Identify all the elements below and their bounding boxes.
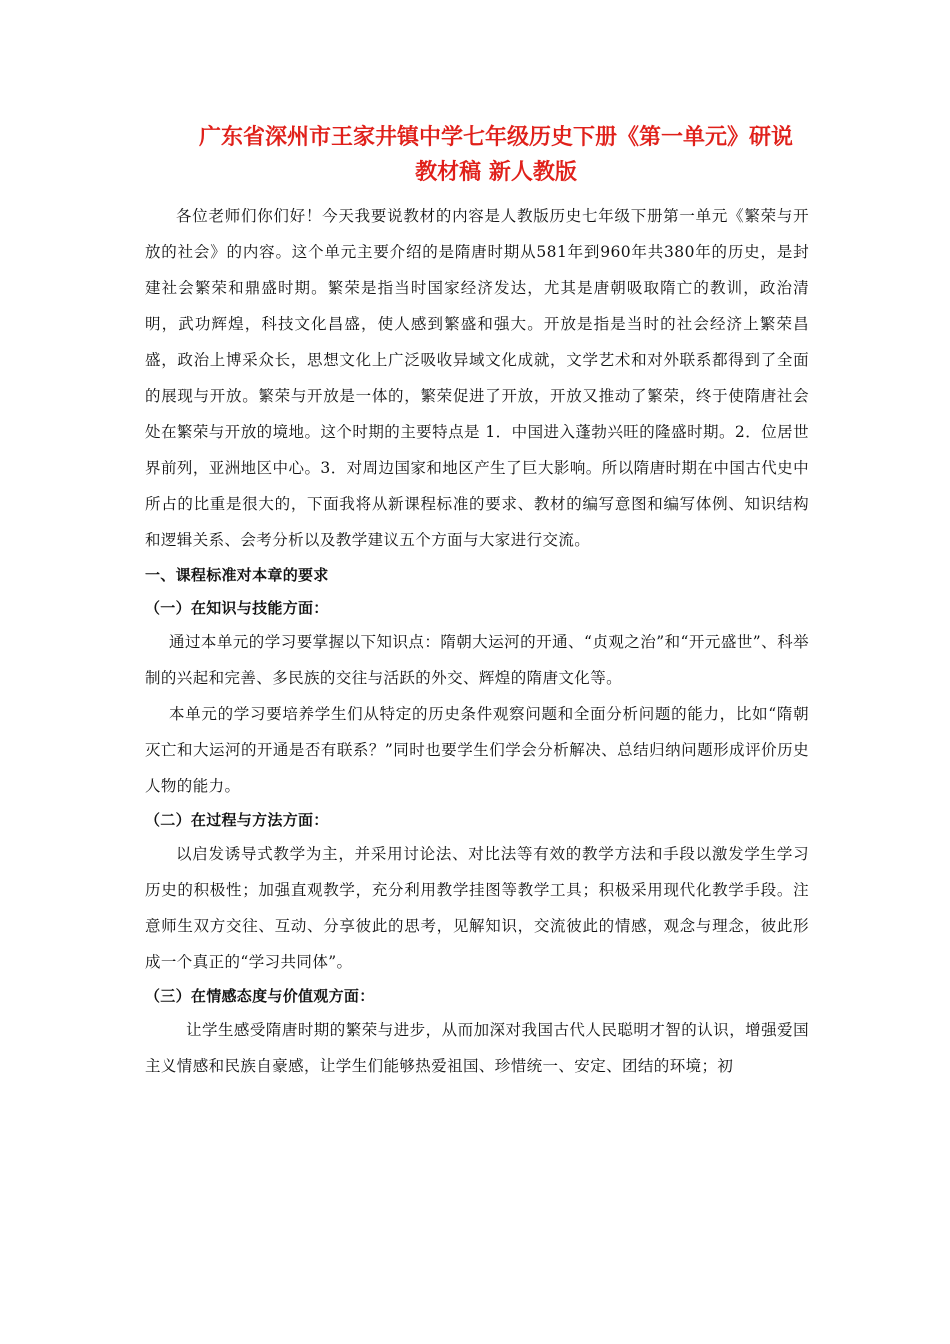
subsection-heading-emotions-values: （三）在情感态度与价值观方面：: [145, 987, 375, 1005]
emotions-values-paragraph: 让学生感受隋唐时期的繁荣与进步，从而加深对我国古代人民聪明才智的认识，增强爱国主义情感和民族自豪感，让学生们能够热爱祖国、珍惜统一、安定、团结的环境；初: [145, 1021, 809, 1075]
process-methods-paragraph: 以启发诱导式教学为主，并采用讨论法、对比法等有效的教学方法和手段以激发学生学习历史的积极性；加强直观教学，充分利用教学挂图等教学工具；积极采用现代化教学手段。注意师生双方交往、互动、分享彼此的思考，见解知识，交流彼此的情感，观念与理念，彼此形成一个真正的“学习共同体”。: [145, 845, 809, 971]
intro-paragraph: 各位老师们你们好！今天我要说教材的内容是人教版历史七年级下册第一单元《繁荣与开放的社会》的内容。这个单元主要介绍的是隋唐时期从581年到960年共380年的历史，是封建社会繁荣和鼎盛时期。繁荣是指当时国家经济发达，尤其是唐朝吸取隋亡的教训，政治清明，武功辉煌，科技文化昌盛，使人感到繁盛和强大。开放是指是当时的社会经济上繁荣昌盛，政治上博采众长，思想文化上广泛吸收异域文化成就，文学艺术和对外联系都得到了全面的展现与开放。繁荣与开放是一体的，繁荣促进了开放，开放又推动了繁荣，终于使隋唐社会处在繁荣与开放的境地。这个时期的主要特点是 1．中国进入蓬勃兴旺的隆盛时期。2．位居世界前列，亚洲地区中心。3．对周边国家和地区产生了巨大影响。所以隋唐时期在中国古代史中所占的比重是很大的，下面我将从新课程标准的要求、教材的编写意图和编写体例、知识结构和逻辑关系、会考分析以及教学建议五个方面与大家进行交流。: [145, 207, 809, 549]
subsection-heading-process-methods: （二）在过程与方法方面：: [145, 811, 329, 829]
document-body: [145, 198, 809, 1084]
document-title-line-1: 广东省深州市王家井镇中学七年级历史下册《第一单元》研说: [198, 125, 793, 150]
knowledge-skills-paragraph-2: 本单元的学习要培养学生们从特定的历史条件观察问题和全面分析问题的能力，比如“隋朝灭亡和大运河的开通是否有联系？”同时也要学生们学会分析解决、总结归纳问题形成评价历史人物的能力。: [145, 705, 809, 795]
knowledge-skills-paragraph-1: 通过本单元的学习要掌握以下知识点：隋朝大运河的开通、“贞观之治”和“开元盛世”、科举制的兴起和完善、多民族的交往与活跃的外交、辉煌的隋唐文化等。: [145, 633, 809, 687]
section-heading-curriculum-standards: 一、课程标准对本章的要求: [145, 566, 329, 584]
subsection-heading-knowledge-skills: （一）在知识与技能方面：: [145, 599, 329, 617]
document-title-line-2: 教材稿 新人教版: [415, 160, 577, 185]
